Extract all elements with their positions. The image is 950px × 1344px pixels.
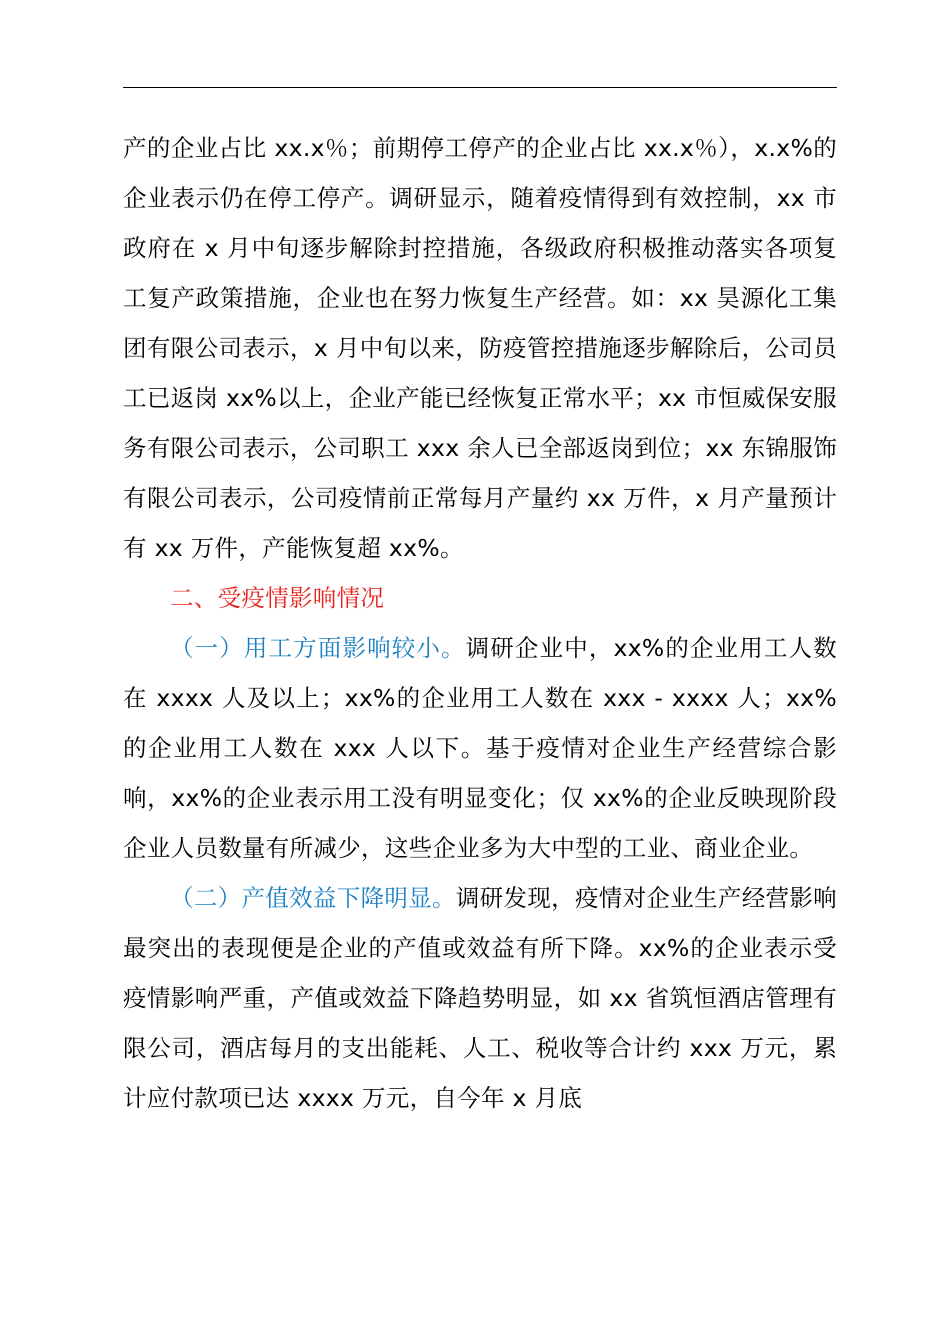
paragraph-output: [123, 873, 837, 1123]
paragraph-employment-text: 调研企业中，xx%的企业用工人数在 xxxx 人及以上；xx%的企业用工人数在 xxx - xxxx 人；xx%的企业用工人数在 xxx 人以下。基于疫情对企业生产经营综合影响，xx%的企业表示用工没有明显变化；仅 xx%的企业反映现阶段企业人员数量有所减少，这些企业多为大中型的工业、商业企业。: [123, 634, 837, 862]
header-rule: [123, 87, 837, 88]
section-heading-impact: 二、受疫情影响情况: [170, 584, 385, 612]
paragraph-output-text: 调研发现，疫情对企业生产经营影响最突出的表现便是企业的产值或效益有所下降。xx%的企业表示受疫情影响严重，产值或效益下降趋势明显，如 xx 省筑恒酒店管理有限公司，酒店每月的支出能耗、人工、税收等合计约 xxx 万元，累计应付款项已达 xxxx 万元，自今年 x 月底: [123, 884, 837, 1112]
document-body: [123, 123, 837, 1123]
sub-heading-employment: （一）用工方面影响较小。: [170, 634, 466, 662]
sub-heading-output: （二）产值效益下降明显。: [170, 884, 456, 912]
paragraph-recovery: 产的企业占比 xx.x％；前期停工停产的企业占比 xx.x％），x.x%的企业表示仍在停工停产。调研显示，随着疫情得到有效控制，xx 市政府在 x 月中旬逐步解除封控措施，各级政府积极推动落实各项复工复产政策措施，企业也在努力恢复生产经营。如：xx 昊源化工集团有限公司表示，x 月中旬以来，防疫管控措施逐步解除后，公司员工已返岗 xx%以上，企业产能已经恢复正常水平；xx 市恒威保安服务有限公司表示，公司职工 xxx 余人已全部返岗到位；xx 东锦服饰有限公司表示，公司疫情前正常每月产量约 xx 万件，x 月产量预计有 xx 万件，产能恢复超 xx%。: [123, 134, 837, 562]
paragraph-employment: [123, 623, 837, 873]
